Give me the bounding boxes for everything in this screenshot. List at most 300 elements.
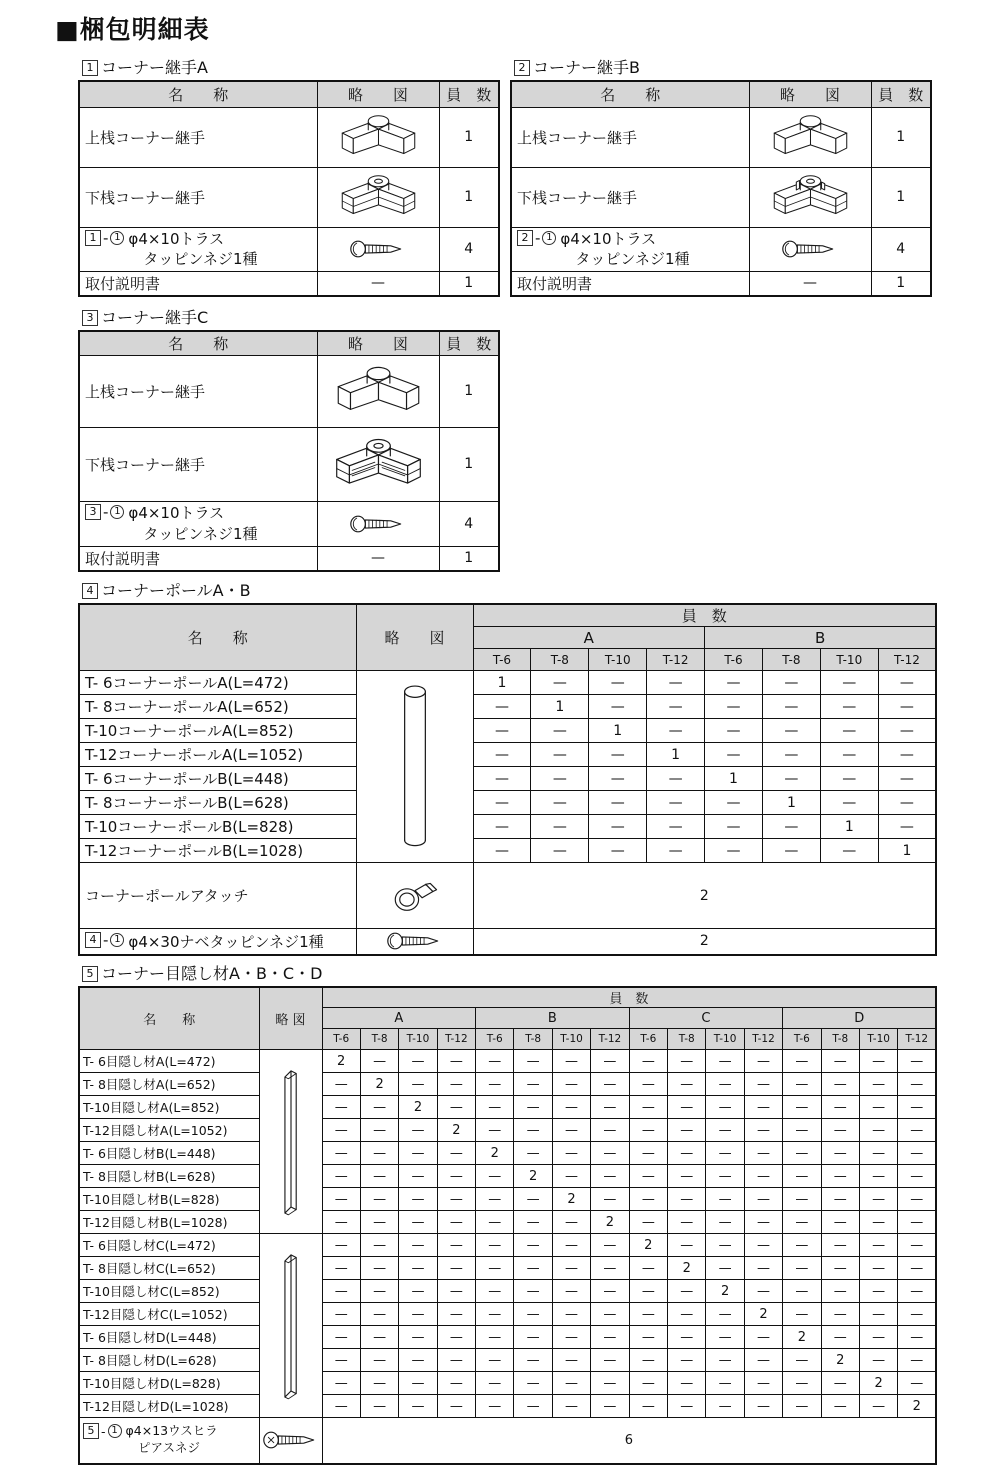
item-name-cell: T-12コーナーポールB(L=1028) xyxy=(79,839,356,863)
quantity-cell: — xyxy=(437,1096,475,1119)
quantity-cell: — xyxy=(647,671,705,695)
item-name-cell: T-12目隠し材D(L=1028) xyxy=(79,1395,259,1418)
page-title: ■梱包明細表 xyxy=(55,15,210,44)
quantity-cell: — xyxy=(898,1303,936,1326)
table-row xyxy=(79,1280,936,1303)
quantity-cell: — xyxy=(437,1211,475,1234)
quantity-cell: — xyxy=(705,791,763,815)
item-name-cell: T- 8コーナーポールB(L=628) xyxy=(79,791,356,815)
quantity-cell: — xyxy=(705,815,763,839)
quantity-cell: — xyxy=(531,815,589,839)
quantity-cell: — xyxy=(473,767,531,791)
header-row xyxy=(79,987,936,1008)
item-number-prefix xyxy=(85,229,124,247)
quantity-cell: — xyxy=(859,1096,897,1119)
quantity-cell: — xyxy=(399,1188,437,1211)
quantity-cell: — xyxy=(706,1372,744,1395)
quantity-cell: — xyxy=(476,1119,514,1142)
screw-pierce-icon xyxy=(262,1430,320,1450)
size-header: T-8 xyxy=(531,649,589,671)
table-number-box: 3 xyxy=(82,310,98,326)
table-row xyxy=(511,227,931,271)
quantity-cell: — xyxy=(898,1372,936,1395)
quantity-cell: — xyxy=(705,695,763,719)
table-label-2 xyxy=(514,58,932,78)
quantity-header: 員 数 xyxy=(322,987,936,1008)
quantity-cell: — xyxy=(322,1165,360,1188)
table-label-1 xyxy=(82,58,500,78)
size-header: T-6 xyxy=(705,649,763,671)
diagram-cell xyxy=(259,1418,322,1464)
quantity-cell: — xyxy=(762,743,820,767)
item-name-line1: φ4×10トラス xyxy=(128,504,225,523)
table-row xyxy=(79,271,499,296)
item-name-line2: タッピンネジ1種 xyxy=(128,524,258,543)
item-name: 取付説明書 xyxy=(517,274,593,293)
quantity-cell: — xyxy=(591,1349,629,1372)
item-name: 取付説明書 xyxy=(85,549,161,568)
quantity-cell: — xyxy=(476,1280,514,1303)
table-title: コーナー目隠し材A・B・C・D xyxy=(101,963,323,983)
quantity-cell: — xyxy=(514,1280,552,1303)
quantity-cell: — xyxy=(360,1050,398,1073)
joint-upper-c-icon xyxy=(320,362,437,420)
table-number-box: 5 xyxy=(82,966,98,982)
column-header: 員 数 xyxy=(871,81,931,107)
quantity-cell: — xyxy=(629,1119,667,1142)
prefix-dash: - xyxy=(535,228,541,247)
group-header: A xyxy=(322,1008,476,1029)
quantity-cell: — xyxy=(476,1257,514,1280)
quantity-cell: — xyxy=(591,1395,629,1418)
screw-item-name xyxy=(85,931,353,952)
section-corner-joint-c xyxy=(78,308,1000,572)
quantity-cell: — xyxy=(589,767,647,791)
quantity-cell: — xyxy=(322,1096,360,1119)
diagram-header: 略 図 xyxy=(356,604,473,671)
quantity-cell: — xyxy=(706,1349,744,1372)
circled-number: 1 xyxy=(542,231,556,245)
quantity-cell: — xyxy=(821,1119,859,1142)
quantity-cell: — xyxy=(437,1073,475,1096)
item-name xyxy=(128,503,257,544)
size-header: T-10 xyxy=(399,1029,437,1050)
quantity-cell: — xyxy=(878,671,936,695)
quantity-cell: — xyxy=(821,1257,859,1280)
quantity-cell: — xyxy=(399,1257,437,1280)
size-header: T-6 xyxy=(783,1029,821,1050)
quantity-cell: — xyxy=(473,839,531,863)
size-header: T-6 xyxy=(629,1029,667,1050)
corner-blind-table xyxy=(78,986,937,1465)
item-name-cell: T-12コーナーポールA(L=1052) xyxy=(79,743,356,767)
quantity-cell: — xyxy=(437,1234,475,1257)
column-header: 略 図 xyxy=(317,331,439,355)
item-name-cell xyxy=(79,929,356,955)
circled-number: 1 xyxy=(110,231,124,245)
quantity-cell: — xyxy=(322,1234,360,1257)
quantity-cell: — xyxy=(591,1280,629,1303)
quantity-cell: 2 xyxy=(437,1119,475,1142)
quantity-cell: — xyxy=(898,1142,936,1165)
quantity-cell: — xyxy=(668,1211,706,1234)
quantity-cell: — xyxy=(399,1050,437,1073)
quantity-cell: — xyxy=(744,1188,782,1211)
quantity-cell: — xyxy=(399,1372,437,1395)
table-row xyxy=(79,767,936,791)
diagram-cell xyxy=(259,1234,322,1418)
table-row xyxy=(79,929,936,955)
quantity-cell: — xyxy=(360,1142,398,1165)
quantity-cell: — xyxy=(399,1073,437,1096)
table-row xyxy=(79,1418,936,1464)
quantity-cell: — xyxy=(360,1257,398,1280)
item-name-cell xyxy=(79,355,317,427)
quantity-cell: — xyxy=(514,1142,552,1165)
quantity-cell: — xyxy=(859,1326,897,1349)
item-name-cell: T-12目隠し材A(L=1052) xyxy=(79,1119,259,1142)
quantity-cell: — xyxy=(437,1188,475,1211)
table-row xyxy=(79,1326,936,1349)
quantity-cell: — xyxy=(859,1303,897,1326)
quantity-cell: — xyxy=(437,1142,475,1165)
item-name-cell: T- 8目隠し材A(L=652) xyxy=(79,1073,259,1096)
quantity-cell: — xyxy=(552,1349,590,1372)
quantity-cell: — xyxy=(898,1349,936,1372)
quantity-cell: — xyxy=(473,743,531,767)
screw-item-name xyxy=(83,1423,256,1457)
quantity-cell: — xyxy=(820,719,878,743)
quantity-cell: — xyxy=(898,1188,936,1211)
quantity-cell: — xyxy=(898,1119,936,1142)
column-header: 名 称 xyxy=(79,331,317,355)
item-name: コーナーポールアタッチ xyxy=(85,887,249,905)
quantity-cell: — xyxy=(591,1142,629,1165)
quantity-cell: — xyxy=(744,1395,782,1418)
quantity-cell: — xyxy=(399,1119,437,1142)
quantity-cell: — xyxy=(878,743,936,767)
quantity-cell: — xyxy=(552,1073,590,1096)
quantity-cell: — xyxy=(473,815,531,839)
quantity-cell: — xyxy=(629,1073,667,1096)
diagram-header: 略 図 xyxy=(259,987,322,1050)
size-header: T-10 xyxy=(820,649,878,671)
quantity-cell: — xyxy=(322,1119,360,1142)
quantity-cell: — xyxy=(629,1211,667,1234)
quantity-cell: — xyxy=(898,1326,936,1349)
quantity-cell: — xyxy=(706,1119,744,1142)
prefix-dash: - xyxy=(103,930,109,949)
quantity-cell: — xyxy=(744,1326,782,1349)
table-row xyxy=(79,546,499,571)
quantity-cell: — xyxy=(531,791,589,815)
merged-quantity-cell: 2 xyxy=(473,863,936,929)
item-name-cell: T-10目隠し材C(L=852) xyxy=(79,1280,259,1303)
item-name-cell: T-10目隠し材D(L=828) xyxy=(79,1372,259,1395)
quantity-cell: — xyxy=(360,1188,398,1211)
table-number-box: 2 xyxy=(514,60,530,76)
quantity-cell: 1 xyxy=(871,271,931,296)
quantity-cell: — xyxy=(668,1326,706,1349)
item-name-cell xyxy=(79,427,317,501)
screw-truss-icon xyxy=(320,514,437,534)
quantity-cell: — xyxy=(531,743,589,767)
quantity-cell: — xyxy=(322,1073,360,1096)
quantity-cell: — xyxy=(322,1303,360,1326)
quantity-cell: — xyxy=(437,1050,475,1073)
quantity-cell: — xyxy=(762,839,820,863)
quantity-cell: — xyxy=(783,1142,821,1165)
group-header: B xyxy=(705,627,937,649)
joint-upper-b-icon xyxy=(752,111,869,163)
item-name-cell: T- 8コーナーポールA(L=652) xyxy=(79,695,356,719)
quantity-cell: — xyxy=(744,1073,782,1096)
quantity-cell: — xyxy=(647,767,705,791)
table-row xyxy=(79,501,499,546)
quantity-cell: — xyxy=(360,1165,398,1188)
quantity-cell: — xyxy=(668,1119,706,1142)
quantity-cell: — xyxy=(821,1073,859,1096)
quantity-cell: — xyxy=(744,1349,782,1372)
table-row xyxy=(79,791,936,815)
quantity-cell: — xyxy=(668,1234,706,1257)
quantity-cell: — xyxy=(821,1050,859,1073)
table-row xyxy=(79,355,499,427)
quantity-cell: 2 xyxy=(399,1096,437,1119)
table-title: コーナー継手C xyxy=(101,308,209,327)
quantity-cell: — xyxy=(589,671,647,695)
quantity-cell: — xyxy=(476,1073,514,1096)
diagram-cell xyxy=(749,107,871,167)
quantity-cell: — xyxy=(668,1280,706,1303)
item-name-cell xyxy=(511,271,749,296)
item-name: 下桟コーナー継手 xyxy=(85,455,206,474)
quantity-cell: — xyxy=(629,1280,667,1303)
table-row xyxy=(79,427,499,501)
column-header: 名 称 xyxy=(511,81,749,107)
blind-angle-icon xyxy=(262,1238,320,1414)
quantity-cell: — xyxy=(552,1280,590,1303)
table-row xyxy=(511,271,931,296)
quantity-cell: — xyxy=(591,1096,629,1119)
size-header: T-6 xyxy=(476,1029,514,1050)
quantity-cell: 1 xyxy=(589,719,647,743)
quantity-cell: — xyxy=(783,1211,821,1234)
item-name-cell: T-10目隠し材B(L=828) xyxy=(79,1188,259,1211)
quantity-cell: 2 xyxy=(476,1142,514,1165)
quantity-cell: 1 xyxy=(439,167,499,227)
quantity-cell: — xyxy=(591,1257,629,1280)
size-header: T-10 xyxy=(706,1029,744,1050)
diagram-cell xyxy=(317,355,439,427)
table-row xyxy=(79,1211,936,1234)
quantity-cell: — xyxy=(706,1073,744,1096)
quantity-cell: — xyxy=(476,1188,514,1211)
size-header: T-12 xyxy=(591,1029,629,1050)
item-name-line2: タッピンネジ1種 xyxy=(560,250,690,268)
quantity-cell: — xyxy=(399,1165,437,1188)
quantity-cell: — xyxy=(399,1326,437,1349)
quantity-cell: — xyxy=(476,1326,514,1349)
circled-number: 1 xyxy=(110,933,124,947)
quantity-cell: — xyxy=(514,1073,552,1096)
quantity-cell: — xyxy=(744,1280,782,1303)
quantity-cell: — xyxy=(821,1326,859,1349)
item-name xyxy=(128,229,257,270)
quantity-cell: — xyxy=(514,1303,552,1326)
table-row xyxy=(79,1050,936,1073)
quantity-cell: — xyxy=(820,695,878,719)
screw-item-name xyxy=(517,229,746,270)
item-name-line1: φ4×10トラス xyxy=(128,229,225,248)
item-name-line1: φ4×13ウスヒラ xyxy=(125,1423,218,1439)
item-number-prefix xyxy=(517,229,556,247)
quantity-cell: — xyxy=(705,671,763,695)
quantity-cell: — xyxy=(783,1303,821,1326)
quantity-cell: — xyxy=(668,1073,706,1096)
quantity-cell: — xyxy=(322,1395,360,1418)
quantity-cell: — xyxy=(705,743,763,767)
item-name: 下桟コーナー継手 xyxy=(517,188,638,207)
quantity-cell: — xyxy=(629,1326,667,1349)
quantity-cell: — xyxy=(629,1165,667,1188)
quantity-cell: — xyxy=(399,1142,437,1165)
table-row xyxy=(79,1303,936,1326)
quantity-cell: — xyxy=(476,1303,514,1326)
item-name-line2: タッピンネジ1種 xyxy=(128,250,258,268)
quantity-cell: — xyxy=(668,1096,706,1119)
quantity-header: 員 数 xyxy=(473,604,936,627)
item-name-cell xyxy=(79,227,317,271)
joint-upper-a-icon xyxy=(320,111,437,163)
header-row xyxy=(79,604,936,627)
quantity-cell: — xyxy=(859,1165,897,1188)
diagram-cell xyxy=(317,107,439,167)
quantity-cell: — xyxy=(399,1280,437,1303)
quantity-cell: — xyxy=(552,1050,590,1073)
item-name-cell xyxy=(79,863,356,929)
diagram-cell xyxy=(317,227,439,271)
joint-tables-row xyxy=(78,58,1000,297)
quantity-cell: — xyxy=(821,1234,859,1257)
header-row xyxy=(79,331,499,355)
quantity-cell: — xyxy=(898,1050,936,1073)
quantity-cell: — xyxy=(476,1211,514,1234)
quantity-cell: — xyxy=(437,1395,475,1418)
diagram-cell: — xyxy=(317,546,439,571)
table-row xyxy=(79,1372,936,1395)
corner-pole-icon xyxy=(359,679,471,855)
quantity-cell: — xyxy=(531,671,589,695)
quantity-cell: — xyxy=(878,815,936,839)
size-header: T-8 xyxy=(668,1029,706,1050)
quantity-cell: — xyxy=(706,1303,744,1326)
quantity-cell: 2 xyxy=(898,1395,936,1418)
quantity-cell: — xyxy=(360,1211,398,1234)
quantity-cell: — xyxy=(591,1234,629,1257)
prefix-dash: - xyxy=(103,228,109,247)
quantity-cell: — xyxy=(629,1050,667,1073)
quantity-cell: 1 xyxy=(647,743,705,767)
quantity-cell: — xyxy=(762,767,820,791)
item-name-cell xyxy=(79,501,317,546)
quantity-cell: — xyxy=(859,1395,897,1418)
column-header: 略 図 xyxy=(749,81,871,107)
quantity-cell: — xyxy=(360,1395,398,1418)
quantity-cell: — xyxy=(744,1050,782,1073)
section-corner-pole xyxy=(78,581,1000,956)
size-header: T-8 xyxy=(360,1029,398,1050)
quantity-cell: 2 xyxy=(821,1349,859,1372)
table-row xyxy=(79,227,499,271)
item-name: φ4×30ナベタッピンネジ1種 xyxy=(128,932,324,951)
diagram-cell xyxy=(356,863,473,929)
size-header: T-12 xyxy=(878,649,936,671)
column-header: 略 図 xyxy=(317,81,439,107)
size-header: T-8 xyxy=(514,1029,552,1050)
quantity-cell: 1 xyxy=(871,107,931,167)
group-header: A xyxy=(473,627,705,649)
table-row xyxy=(79,1165,936,1188)
quantity-cell: — xyxy=(591,1188,629,1211)
quantity-cell: — xyxy=(437,1257,475,1280)
quantity-cell: — xyxy=(437,1280,475,1303)
quantity-cell: — xyxy=(514,1188,552,1211)
quantity-cell: — xyxy=(552,1142,590,1165)
table-label-5 xyxy=(82,964,1000,984)
quantity-cell: — xyxy=(783,1050,821,1073)
quantity-cell: — xyxy=(322,1326,360,1349)
item-name: 上桟コーナー継手 xyxy=(517,128,638,147)
quantity-cell: — xyxy=(668,1165,706,1188)
quantity-cell: — xyxy=(437,1372,475,1395)
quantity-cell: — xyxy=(629,1257,667,1280)
corner-joint-a-table xyxy=(78,80,500,297)
quantity-cell: — xyxy=(783,1096,821,1119)
quantity-cell: 1 xyxy=(439,355,499,427)
size-header: T-12 xyxy=(898,1029,936,1050)
quantity-cell: — xyxy=(898,1234,936,1257)
quantity-cell: — xyxy=(783,1188,821,1211)
quantity-cell: — xyxy=(859,1142,897,1165)
quantity-cell: — xyxy=(821,1142,859,1165)
diagram-cell: — xyxy=(749,271,871,296)
quantity-cell: 2 xyxy=(360,1073,398,1096)
quantity-cell: — xyxy=(629,1188,667,1211)
item-number-prefix xyxy=(83,1423,122,1439)
quantity-cell: — xyxy=(820,743,878,767)
corner-joint-b-table xyxy=(510,80,932,297)
size-header: T-10 xyxy=(552,1029,590,1050)
quantity-cell: — xyxy=(629,1096,667,1119)
table-row xyxy=(79,1234,936,1257)
group-header: C xyxy=(629,1008,783,1029)
size-header: T-6 xyxy=(322,1029,360,1050)
table-label-3 xyxy=(82,308,1000,328)
quantity-cell: — xyxy=(783,1395,821,1418)
item-name-cell: T- 6コーナーポールA(L=472) xyxy=(79,671,356,695)
quantity-cell: — xyxy=(744,1096,782,1119)
quantity-cell: 2 xyxy=(744,1303,782,1326)
quantity-cell: — xyxy=(706,1188,744,1211)
quantity-cell: — xyxy=(476,1349,514,1372)
quantity-cell: — xyxy=(360,1119,398,1142)
square-number: 3 xyxy=(85,504,101,520)
quantity-cell: — xyxy=(668,1050,706,1073)
square-number: 4 xyxy=(85,932,101,948)
quantity-cell: — xyxy=(668,1395,706,1418)
screw-truss-icon xyxy=(752,239,869,259)
